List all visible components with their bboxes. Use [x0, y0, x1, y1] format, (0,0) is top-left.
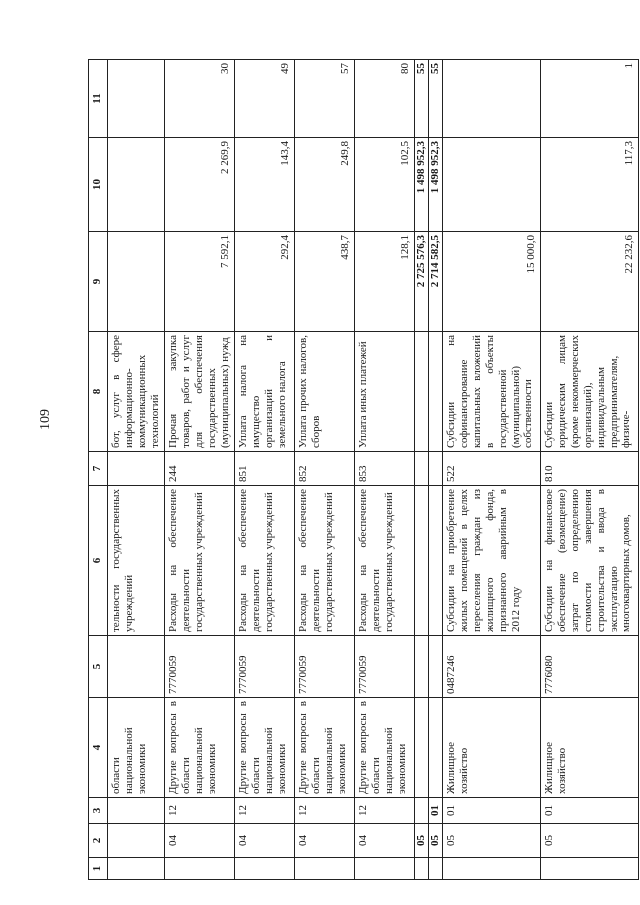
cell: 01	[540, 798, 638, 824]
cell	[294, 858, 354, 880]
cell	[164, 858, 234, 880]
cell: 853	[354, 452, 414, 486]
cell: 22 232,6	[540, 232, 638, 332]
cell	[428, 858, 442, 880]
cell: 01	[442, 798, 540, 824]
cell: области национальной экономики	[108, 698, 165, 798]
table-row	[108, 60, 165, 880]
cell: 810	[540, 452, 638, 486]
cell: Субсидии на софинансирование капитальных вложений в объекты государственной (муниципальной) собственности	[442, 332, 540, 452]
cell	[428, 332, 442, 452]
cell: Уплата иных платежей	[354, 332, 414, 452]
cell: Расходы на обеспечение деятельности государственных учреждений	[164, 486, 234, 636]
cell	[354, 858, 414, 880]
cell: Расходы на обеспечение деятельности государственных учреждений	[234, 486, 294, 636]
cell: 80	[354, 60, 414, 138]
table-row	[234, 60, 294, 880]
cell	[414, 798, 428, 824]
cell: 01	[428, 798, 442, 824]
cell: 04	[164, 824, 234, 858]
cell: 12	[354, 798, 414, 824]
cell	[414, 332, 428, 452]
cell: Жилищное хозяйство	[442, 698, 540, 798]
cell: 7770059	[234, 636, 294, 698]
cell: Прочая закупка товаров, работ и услуг для обеспечения государственных (муниципальных) нужд	[164, 332, 234, 452]
cell: 05	[540, 824, 638, 858]
cell: 7770059	[164, 636, 234, 698]
cell: 12	[164, 798, 234, 824]
cell	[108, 798, 165, 824]
cell: 55	[414, 60, 428, 138]
cell: Уплата налога на имущество организаций и земельного налога	[234, 332, 294, 452]
cell: Расходы на обеспечение деятельности государственных учреждений	[354, 486, 414, 636]
cell: 2 725 576,3	[414, 232, 428, 332]
col-header: 8	[89, 332, 108, 452]
col-header: 2	[89, 824, 108, 858]
cell: 12	[234, 798, 294, 824]
cell: 05	[442, 824, 540, 858]
col-header: 3	[89, 798, 108, 824]
cell: Другие вопросы в области национальной экономики	[354, 698, 414, 798]
cell	[108, 60, 165, 138]
cell: 1 498 952,3	[414, 138, 428, 232]
cell: Субсидии юридическим лицам (кроме некоммерческих организаций), индивидуальным предпринимателям, физиче-	[540, 332, 638, 452]
cell: 1	[540, 60, 638, 138]
cell: 7770059	[354, 636, 414, 698]
table-row-subtotal	[428, 60, 442, 880]
cell	[414, 486, 428, 636]
cell	[428, 486, 442, 636]
cell: 57	[294, 60, 354, 138]
table-row	[164, 60, 234, 880]
page-number: 109	[38, 409, 53, 430]
col-header: 10	[89, 138, 108, 232]
cell: 128,1	[354, 232, 414, 332]
table-row	[354, 60, 414, 880]
cell: Другие вопросы в области национальной экономики	[234, 698, 294, 798]
cell	[442, 858, 540, 880]
cell	[442, 60, 540, 138]
cell: 2 269,9	[164, 138, 234, 232]
col-header: 7	[89, 452, 108, 486]
cell	[540, 858, 638, 880]
cell	[108, 636, 165, 698]
cell	[428, 636, 442, 698]
header-row	[89, 60, 108, 880]
cell	[108, 858, 165, 880]
cell: Расходы на обеспечение деятельности государственных учреждений	[294, 486, 354, 636]
cell: Другие вопросы в области национальной экономики	[164, 698, 234, 798]
table-row	[540, 60, 638, 880]
cell: 851	[234, 452, 294, 486]
cell: 249,8	[294, 138, 354, 232]
cell: 04	[234, 824, 294, 858]
cell: 7776080	[540, 636, 638, 698]
cell	[108, 452, 165, 486]
cell: 04	[294, 824, 354, 858]
cell	[108, 138, 165, 232]
cell	[234, 858, 294, 880]
cell: 117,3	[540, 138, 638, 232]
col-header: 5	[89, 636, 108, 698]
cell: Субсидии на приобретение жилых помещений в целях переселения граждан из жилищного фонда, признанного аварийным в 2012 году	[442, 486, 540, 636]
cell: тельности государственных учреждений	[108, 486, 165, 636]
cell: 438,7	[294, 232, 354, 332]
cell	[414, 698, 428, 798]
cell: 102,5	[354, 138, 414, 232]
cell: 15 000,0	[442, 232, 540, 332]
cell: 7 592,1	[164, 232, 234, 332]
cell	[428, 452, 442, 486]
table-row	[294, 60, 354, 880]
cell	[414, 858, 428, 880]
col-header: 4	[89, 698, 108, 798]
cell	[414, 636, 428, 698]
cell: 244	[164, 452, 234, 486]
table-row-total	[414, 60, 428, 880]
cell: 852	[294, 452, 354, 486]
cell: 49	[234, 60, 294, 138]
cell: Жилищное хозяйство	[540, 698, 638, 798]
cell: Другие вопросы в области национальной экономики	[294, 698, 354, 798]
rotated-page	[88, 60, 635, 880]
cell	[414, 452, 428, 486]
cell: 12	[294, 798, 354, 824]
cell: 2 714 582,5	[428, 232, 442, 332]
col-header: 9	[89, 232, 108, 332]
cell	[428, 698, 442, 798]
cell: 143,4	[234, 138, 294, 232]
col-header: 11	[89, 60, 108, 138]
cell: бот, услуг в сфере информационно-коммуникационных технологий	[108, 332, 165, 452]
cell	[108, 824, 165, 858]
table-row	[442, 60, 540, 880]
cell	[108, 232, 165, 332]
cell	[442, 138, 540, 232]
col-header: 6	[89, 486, 108, 636]
cell: 05	[414, 824, 428, 858]
cell: 0487246	[442, 636, 540, 698]
cell: 04	[354, 824, 414, 858]
budget-table	[88, 59, 639, 880]
cell: 7770059	[294, 636, 354, 698]
cell: 1 498 952,3	[428, 138, 442, 232]
cell: Уплата прочих налогов, сборов	[294, 332, 354, 452]
cell: 292,4	[234, 232, 294, 332]
cell: 30	[164, 60, 234, 138]
col-header: 1	[89, 858, 108, 880]
cell: 522	[442, 452, 540, 486]
cell: 05	[428, 824, 442, 858]
cell: Субсидии на финансовое обеспечение (возмещение) затрат по определению стоимости завершения строительства и ввода в эксплуатацию многоквартирных домов,	[540, 486, 638, 636]
cell: 55	[428, 60, 442, 138]
